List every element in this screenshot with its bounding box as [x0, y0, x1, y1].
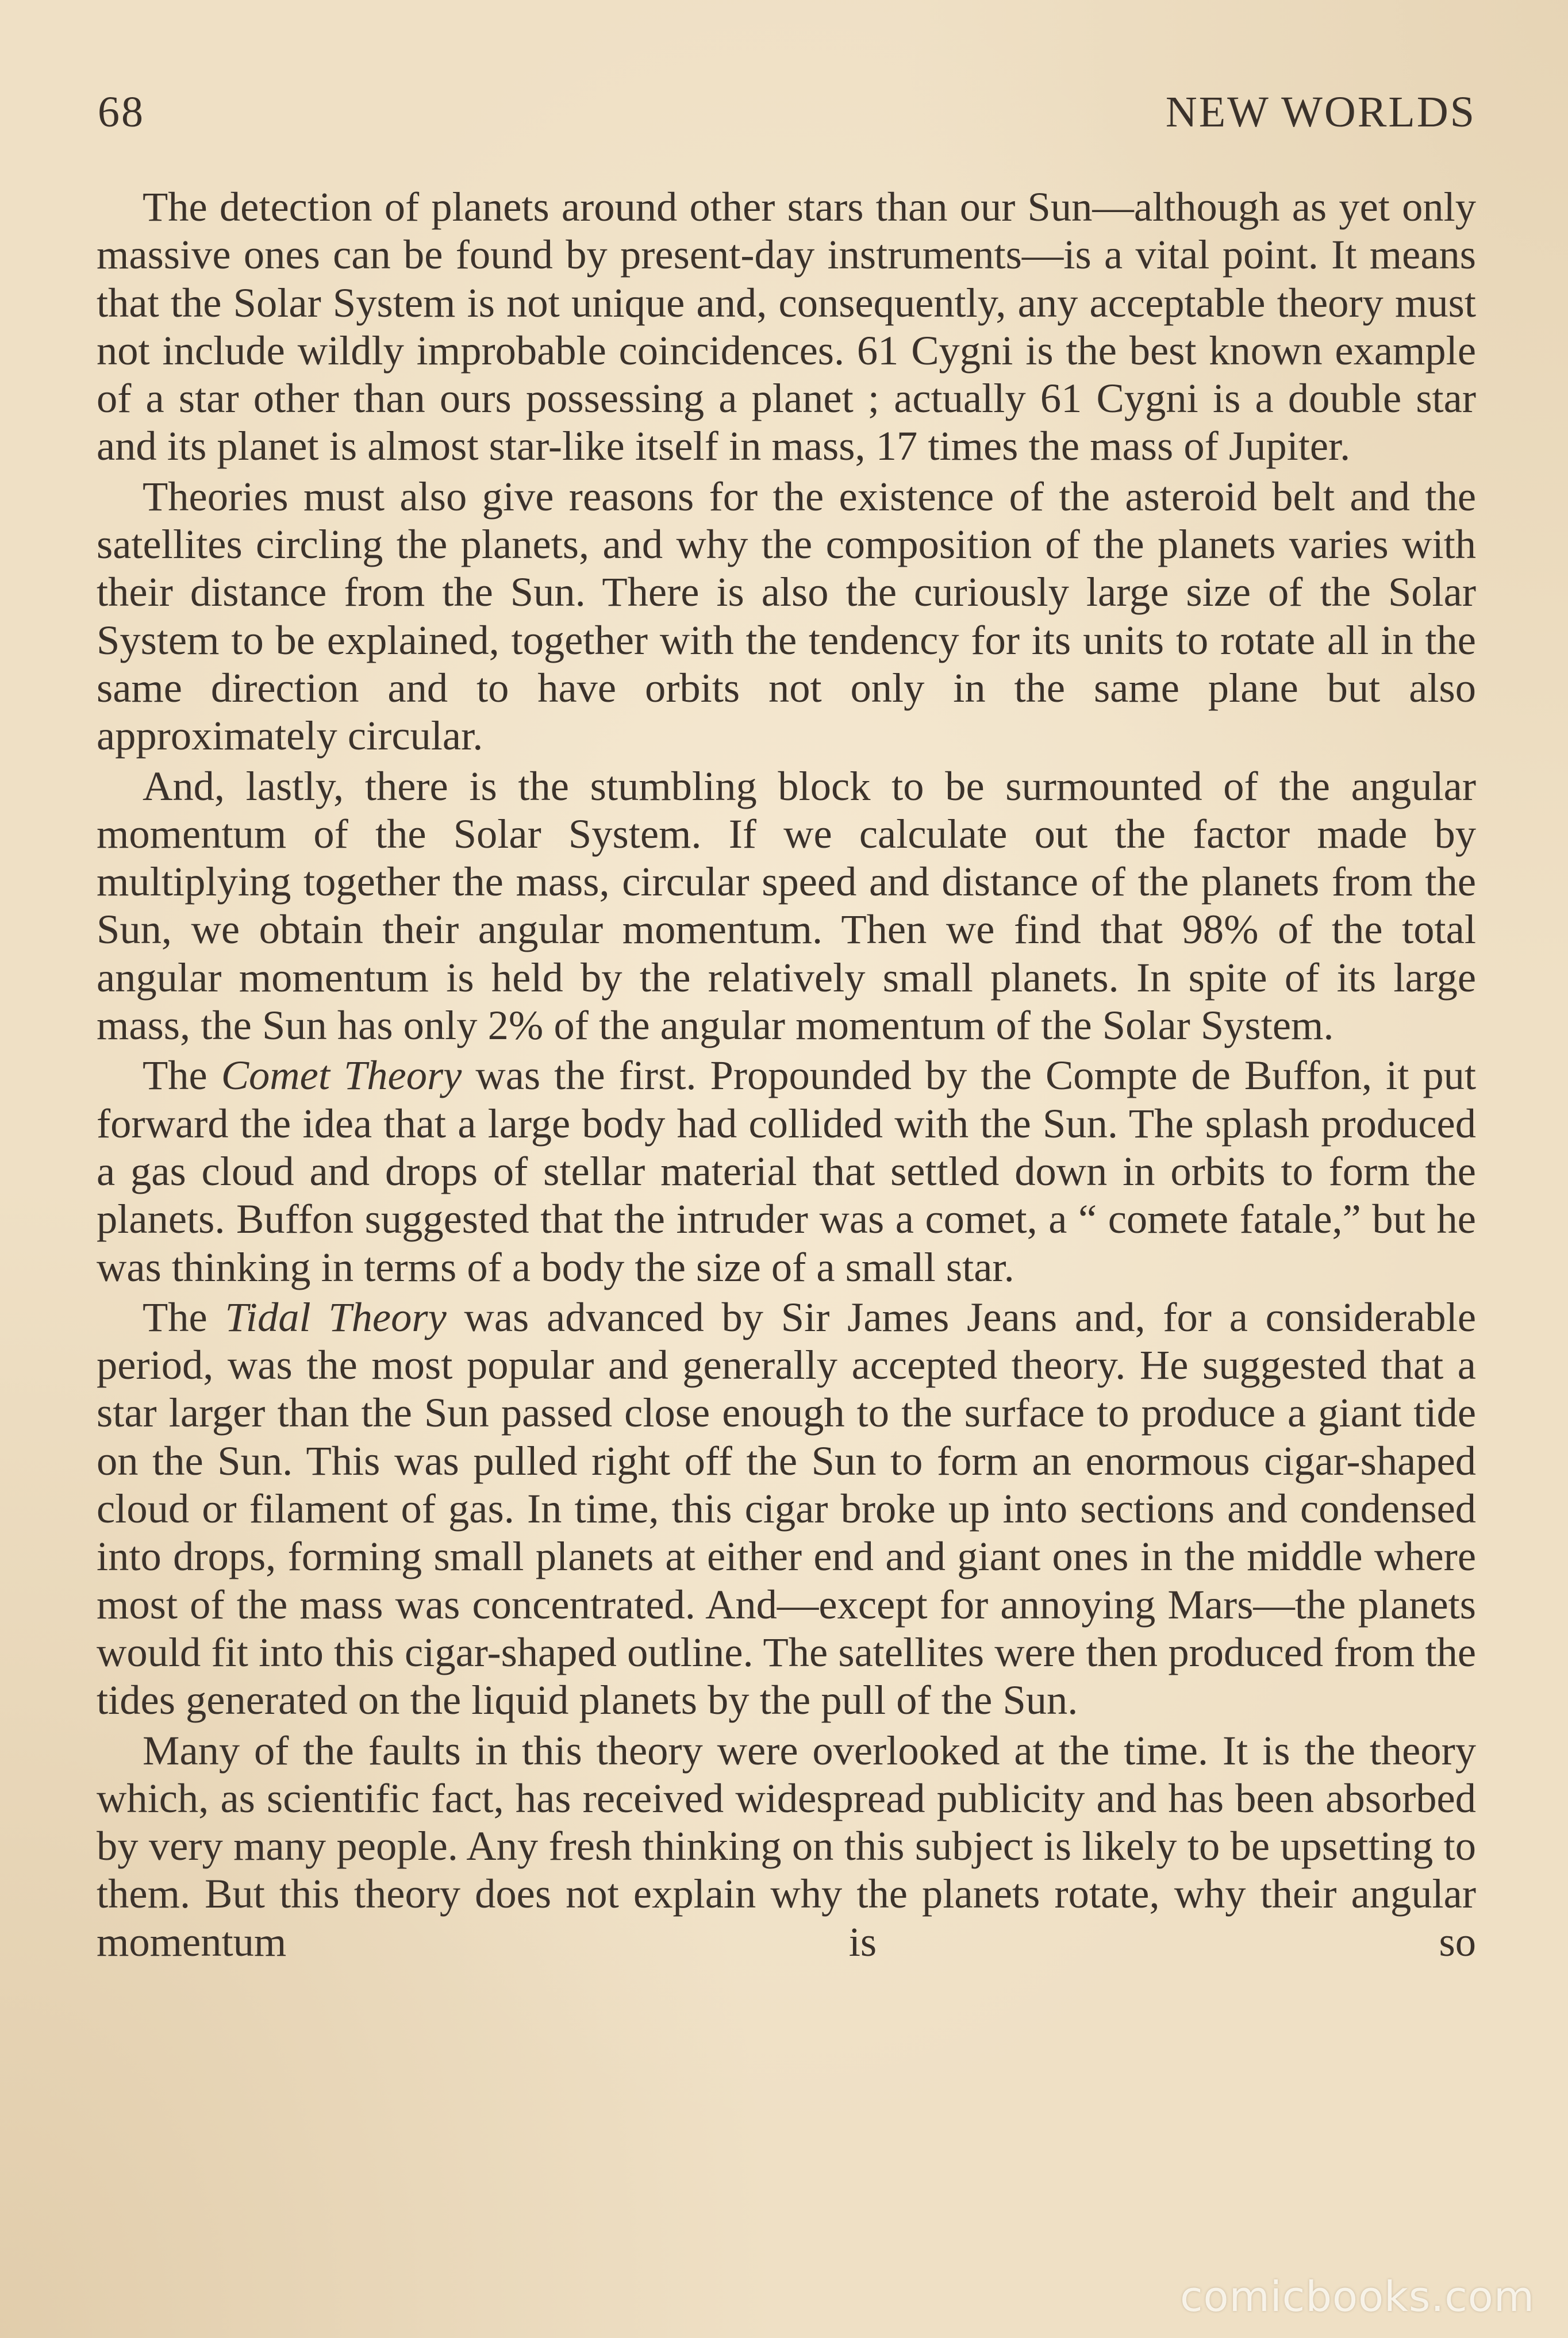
- watermark: comicbooks.com: [1179, 2272, 1535, 2321]
- body-text: [97, 183, 1476, 1966]
- tidal-lead-text: The: [143, 1293, 225, 1340]
- paragraph-comet-theory: [97, 1051, 1476, 1290]
- paragraph-angular-momentum: And, lastly, there is the stumbling block to be surmounted of the angular momentum of the Solar System. If we calculate out the factor made by multiplying together the mass, circular speed and distance of the planets from the Sun, we obtain their angular momentum. Then we find that 98% of the total angular momentum is held by the relatively small planets. In spite of its large mass, the Sun has only 2% of the angular momentum of the Solar System.: [97, 762, 1476, 1049]
- comet-body-text: was the first. Propounded by the Compte de Buffon, it put forward the idea that a large body had collided with the Sun. The splash produced a gas cloud and drops of stellar material that settled down in orbits to form the planets. Buffon suggested that the intruder was a comet, a “ comete fatale,” but he was thinking in terms of a body the size of a small star.: [97, 1052, 1476, 1290]
- page-number: 68: [98, 88, 145, 136]
- running-title: NEW WORLDS: [1165, 88, 1476, 136]
- tidal-body-text: was advanced by Sir James Jeans and, for a considerable period, was the most popular and generally accepted theory. He suggested that a star larger than the Sun passed close enough to the surface to produce a giant tide on the Sun. This was pulled right off the Sun to form an enormous cigar-shaped cloud or filament of gas. In time, this cigar broke up into sections and condensed into drops, forming small planets at either end and giant ones in the middle where most of the mass was concentrated. And—except for annoying Mars—the planets would fit into this cigar-shaped outline. The satellites were then produced from the tides generated on the liquid planets by the pull of the Sun.: [97, 1293, 1477, 1724]
- comet-theory-title: Comet Theory: [221, 1052, 462, 1099]
- paragraph-theory-requirements: Theories must also give reasons for the existence of the asteroid belt and the satellites circling the planets, and why the composition of the planets varies with their distance from the Sun. There is also the curiously large size of the Solar System to be explained, together with the tendency for its units to rotate all in the same direction and to have orbits not only in the same plane but also approximately circular.: [97, 472, 1476, 759]
- running-head: [98, 80, 1476, 144]
- tidal-theory-title: Tidal Theory: [225, 1293, 447, 1340]
- paragraph-exoplanets: The detection of planets around other stars than our Sun—although as yet only massive ones can be found by present-day instruments—is a vital point. It means that the Solar System is not unique and, consequently, any acceptable theory must not include wildly improbable coincidences. 61 Cygni is the best known example of a star other than ours possessing a planet ; actually 61 Cygni is a double star and its planet is almost star-like itself in mass, 17 times the mass of Jupiter.: [97, 183, 1476, 470]
- paragraph-tidal-theory: [97, 1293, 1476, 1724]
- paragraph-theory-faults: Many of the faults in this theory were overlooked at the time. It is the theory which, as scientific fact, has received widespread publicity and has been absorbed by very many people. Any fresh thinking on this subject is likely to be upsetting to them. But this theory does not explain why the planets rotate, why their angular momentum is so: [97, 1726, 1476, 1965]
- comet-lead-text: The: [143, 1052, 221, 1099]
